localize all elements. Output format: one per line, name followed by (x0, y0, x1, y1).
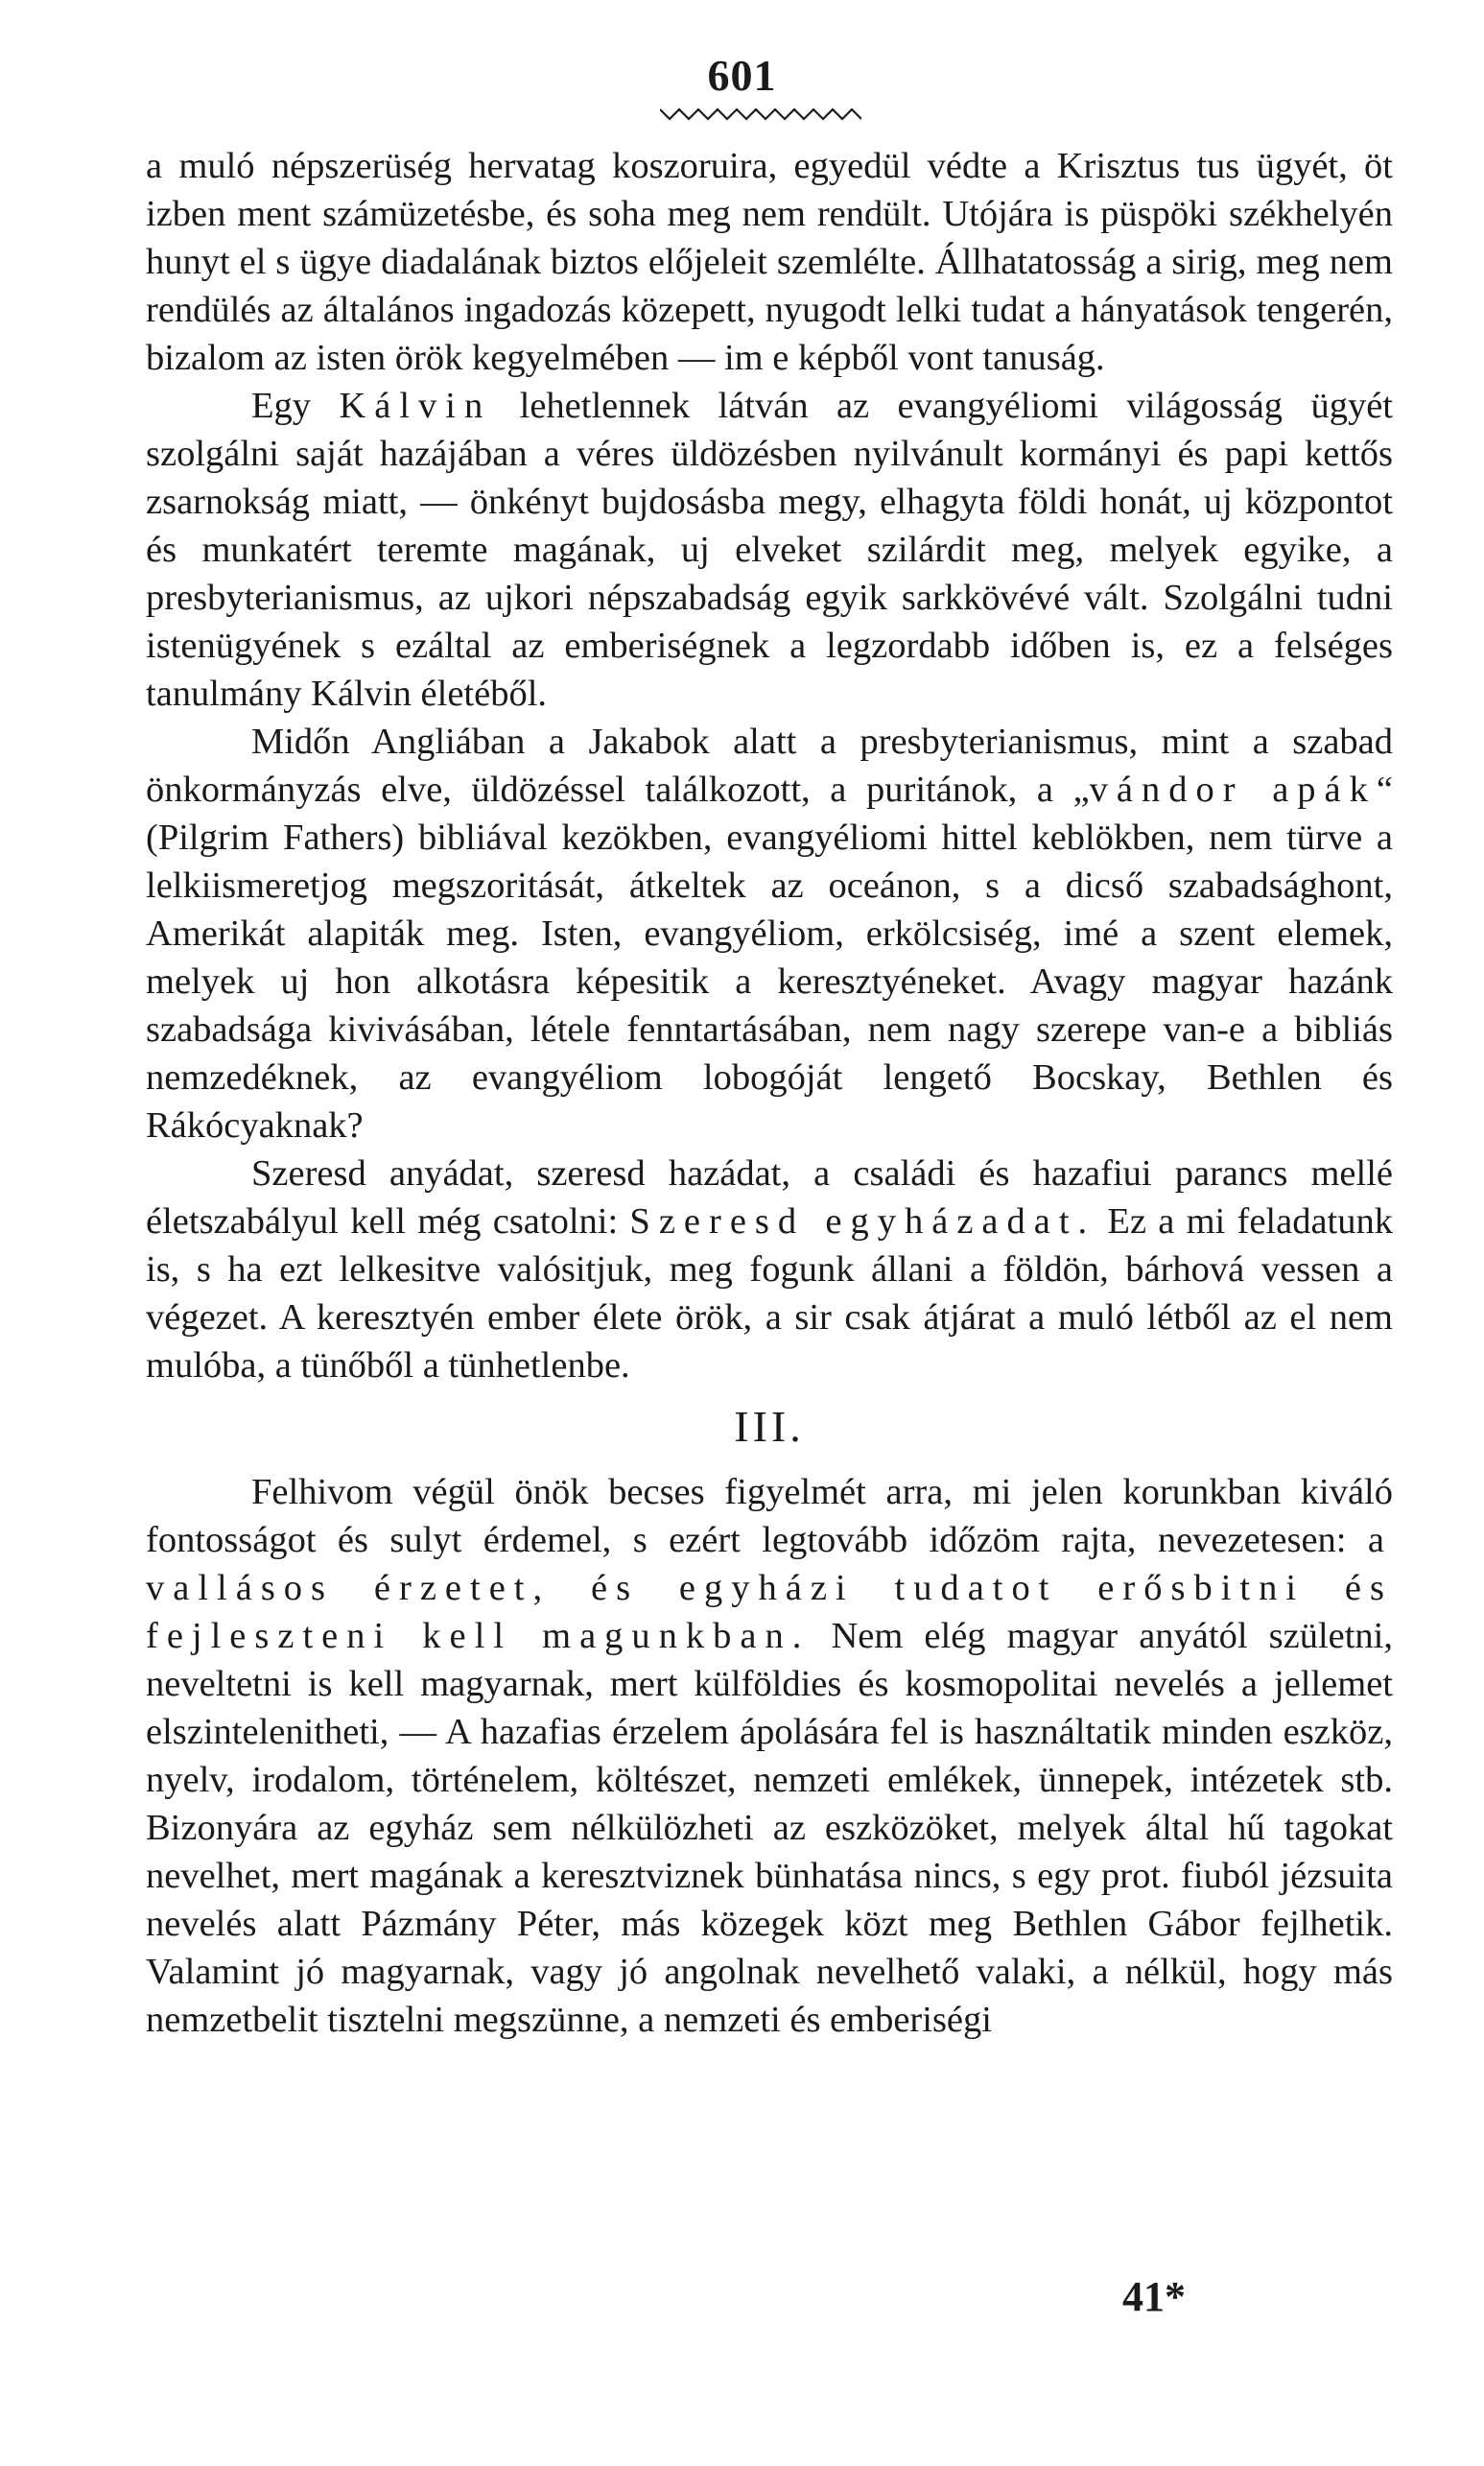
paragraph-text: Nem elég magyar anyától születni, neveltetni is kell magyarnak, mert külföldies és kosmopolitai nevelés a jellemet elszintelenitheti, — A hazafias érzelem ápolására fel is használtatik minden eszköz, nyelv, irodalom, történelem, költészet, nemzeti emlékek, ünnepek, intézetek stb. Bizonyára az egyház sem nélkülözheti az eszközöket, melyek által hű tagokat nevelhet, mert magának a keresztviznek bünhatása nincs, s egy prot. fiuból jézsuita nevelés alatt Pázmány Péter, más közegek közt meg Bethlen Gábor fejlhetik. Valamint jó magyarnak, vagy jó angolnak nevelhető valaki, a nélkül, hogy más nemzetbelit tisztelni megszünne, a nemzeti és emberiségi (146, 1616, 1394, 2040)
section-heading: III. (734, 1402, 805, 1451)
paragraph-1 (146, 142, 1393, 382)
paragraph-text: Midőn Angliában a Jakabok alatt a presbyterianismus, mint a szabad önkormányzás elve, üldözéssel találkozott, a puritánok, a „ (146, 722, 1393, 810)
signature-mark: 41* (1122, 2273, 1186, 2320)
emphasis-vallasos-erzet: a vallásos érzetet, és egyházi tudatot erősbitni és fejleszteni kell magunkban. (146, 1520, 1393, 1656)
paragraph-5 (146, 1468, 1393, 2044)
body-text (146, 142, 1393, 2044)
zigzag-ornament (660, 106, 861, 123)
emphasis-name-kalvin: Kálvin (339, 386, 492, 426)
paragraph-2 (146, 382, 1393, 718)
paragraph-text: Ez a mi feladatunk is, s ha ezt lelkesitve valósitjuk, meg fogunk állani a földön, bárhová vessen a végezet. A keresztyén ember élete örök, a sir csak átjárat a muló létből az el nem mulóba, a tünőből a tünhetlenbe. (146, 1201, 1393, 1386)
paragraph-text: “ (Pilgrim Fathers) bibliával kezökben, evangyéliomi hittel keblökben, nem türve a lelkiismeretjog megszoritását, átkeltek az oceánon, s a dicső szabadsághont, Amerikát alapiták meg. Isten, evangyéliom, erkölcsiség, imé a szent elemek, melyek uj hon alkotásra képesitik a keresztyéneket. Avagy magyar hazánk szabadsága kivivásában, létele fenntartásában, nem nagy szerepe van-e a bibliás nemzedéknek, az evangyéliom lobogóját lengető Bocskay, Bethlen és Rákócyaknak? (146, 770, 1393, 1146)
zigzag-line (660, 109, 861, 119)
emphasis-vandor-apak: vándor apák (1089, 770, 1377, 810)
page-number: 601 (707, 51, 777, 100)
paragraph-4 (146, 1150, 1393, 1389)
paragraph-text: lehetlennek látván az evangyéliomi világosság ügyét szolgálni saját hazájában a véres üldözésben nyilvánult kormányi és papi kettős zsarnokság miatt, — önkényt bujdosásba megy, elhagyta földi honát, uj központot és munkatért teremte magának, uj elveket szilárdit meg, melyek egyike, a presbyterianismus, az ujkori népszabadság egyik sarkkövévé vált. Szolgálni tudni istenügyének s ezáltal az emberiségnek a legzordabb időben is, ez a felséges tanulmány Kálvin életéből. (146, 386, 1393, 714)
paragraph-text: Felhivom végül önök becses figyelmét arra, mi jelen korunkban kiváló fontosságot és sulyt érdemel, s ezért legtovább időzöm rajta, nevezetesen: (146, 1472, 1393, 1560)
paragraph-text: Szeresd anyádat, szeresd hazádat, a családi és hazafiui parancs mellé életszabályul kell még csatolni: (146, 1153, 1393, 1242)
emphasis-szeresd-egyhazadat: Szeresd egyházadat. (629, 1201, 1096, 1242)
paragraph-text: Egy (251, 386, 340, 426)
paragraph-3 (146, 718, 1393, 1150)
paragraph-text: a muló népszerüség hervatag koszoruira, egyedül védte a Krisztus tus ügyét, öt izben ment számüzetésbe, és soha meg nem rendült. Utójára is püspöki székhelyén hunyt el s ügye diadalának biztos előjeleit szemlélte. Állhatatosság a sirig, meg nem rendülés az általános ingadozás közepett, nyugodt lelki tudat a hányatások tengerén, bizalom az isten örök kegyelmében — im e képből vont tanuság. (146, 146, 1393, 378)
